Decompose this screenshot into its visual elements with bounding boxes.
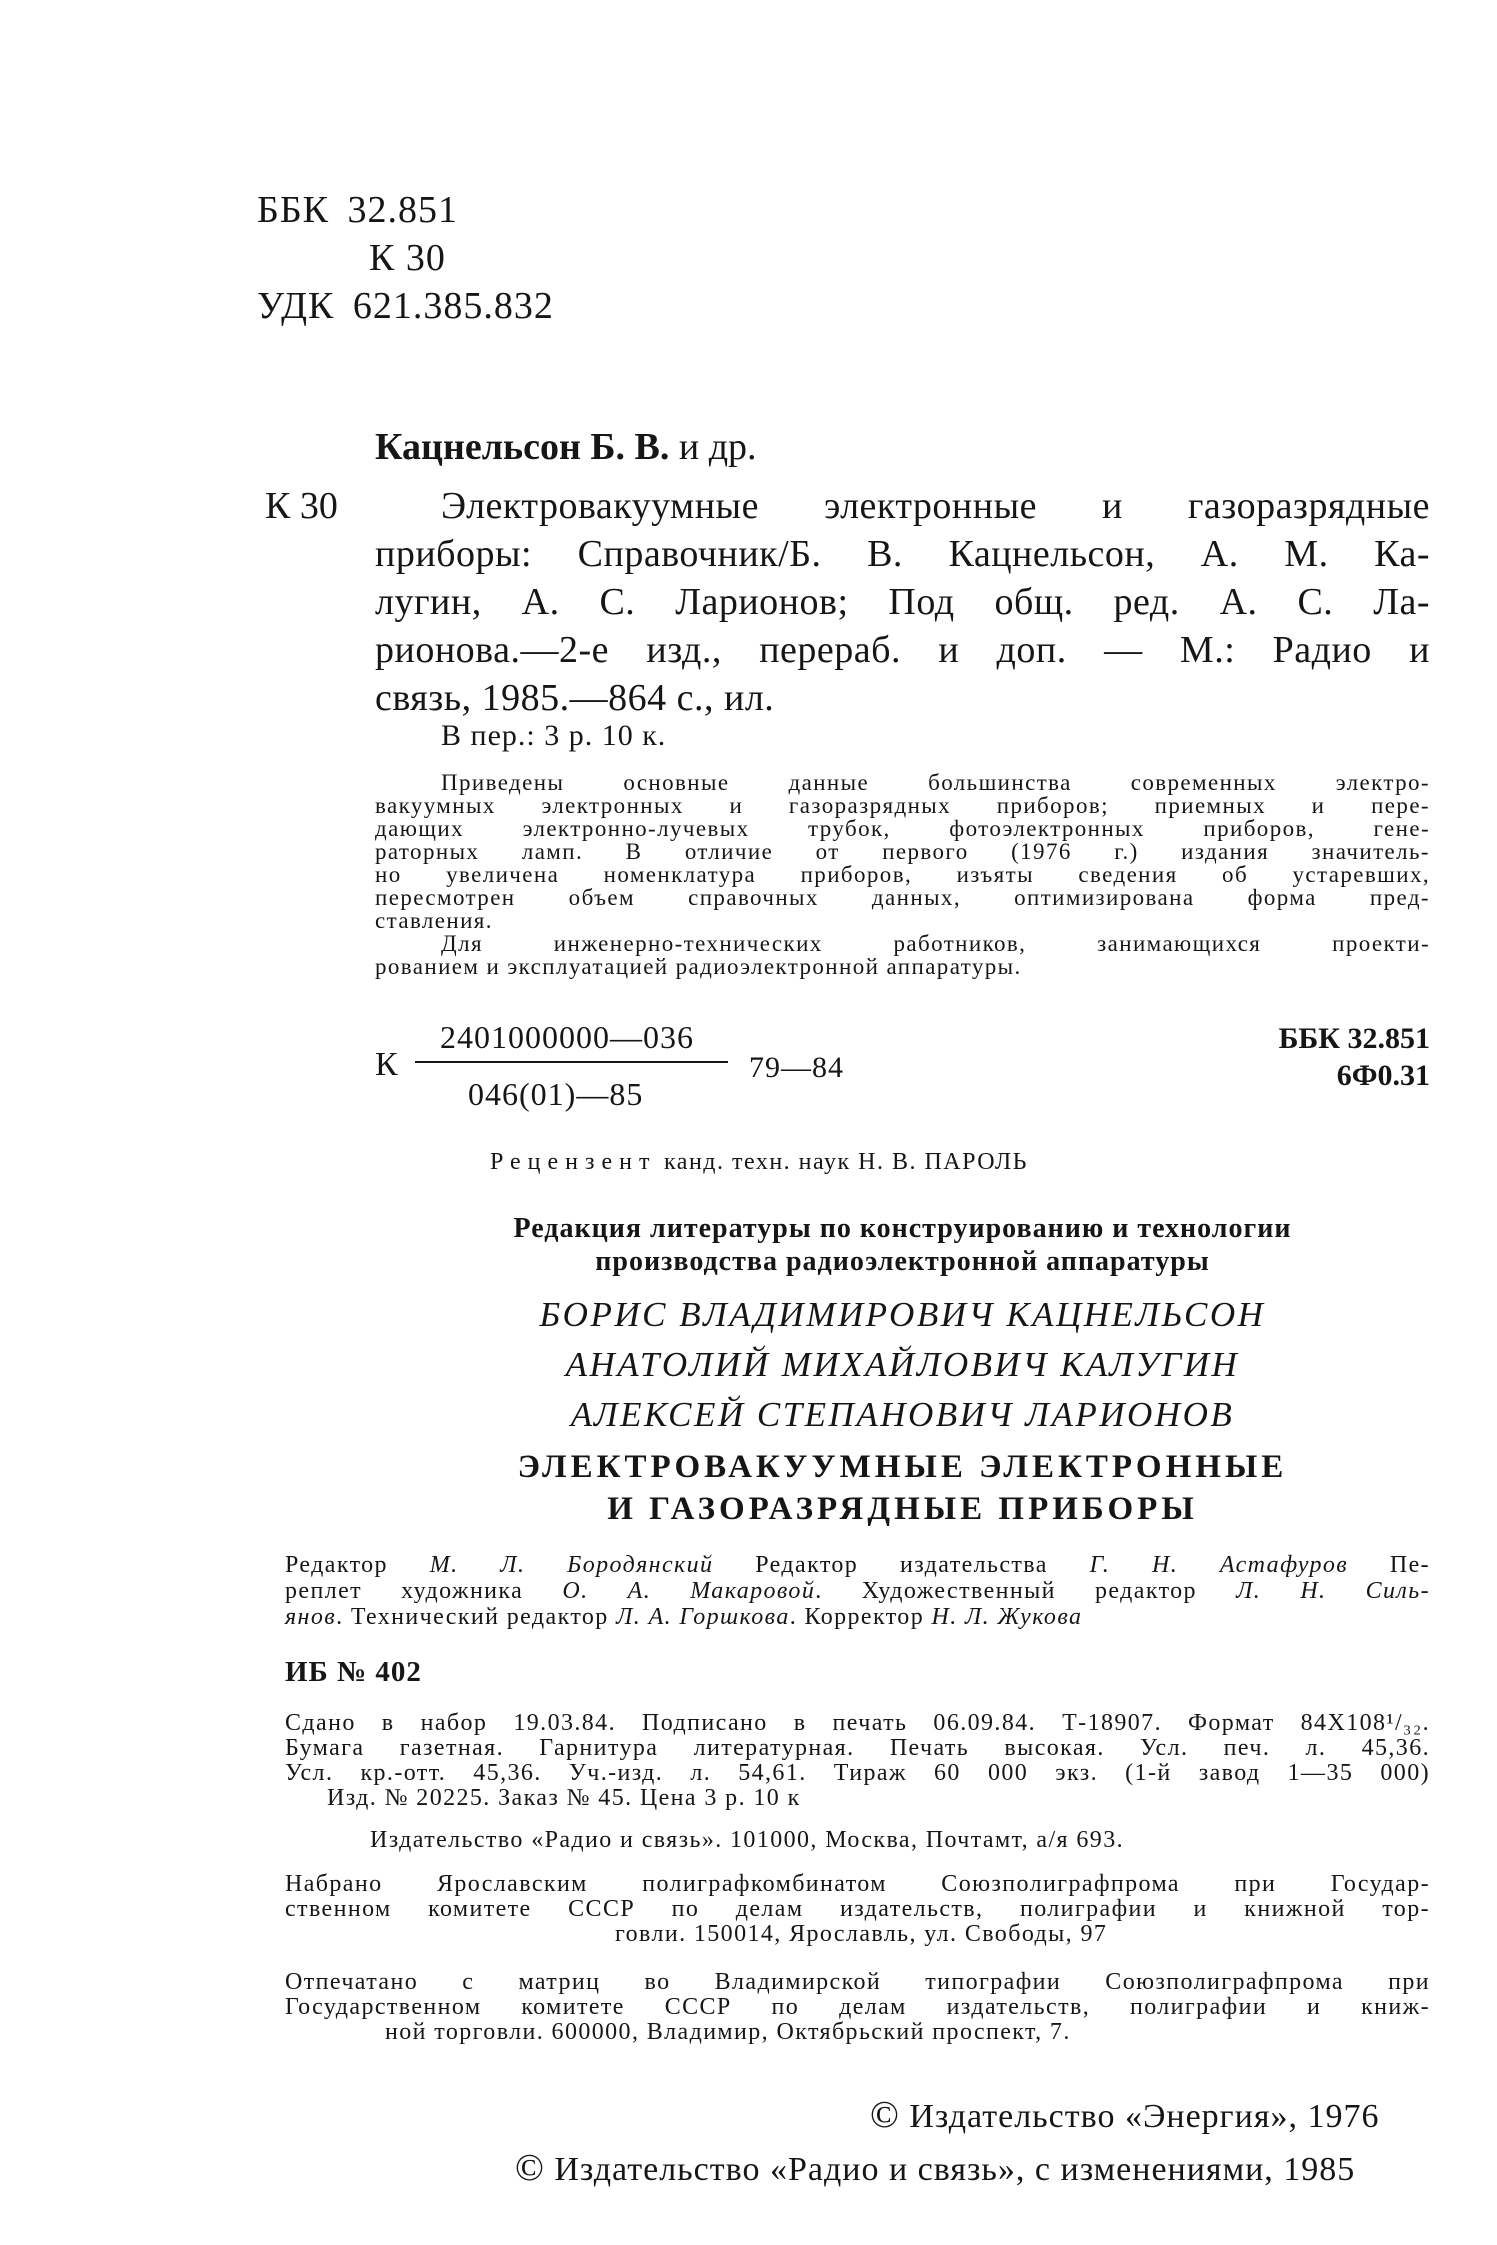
audience-line: рованием и эксплуатацией радиоэлектронной аппаратуры. — [375, 954, 1022, 979]
annotation-line: вакуумных электронных и газоразрядных приборов; приемных и пере- — [375, 793, 1430, 818]
annotation-line: Приведены основные данные большинства современных электро- — [441, 770, 1430, 795]
credits-line — [285, 1578, 1430, 1604]
credit-person: янов — [285, 1604, 337, 1630]
reviewer-text: канд. техн. наук Н. В. ПАРОЛЬ — [664, 1149, 1028, 1175]
entry-description — [375, 482, 1430, 722]
author-heading-line — [375, 423, 757, 471]
audience-line: Для инженерно-технических работников, занимающихся проекти- — [441, 931, 1430, 956]
book-title-line: И ГАЗОРАЗРЯДНЫЕ ПРИБОРЫ — [607, 1491, 1198, 1527]
udk-line — [257, 282, 554, 330]
copyright-icon: © — [515, 2147, 545, 2189]
editorial-office-line: Редакция литературы по конструированию и технологии — [513, 1213, 1292, 1244]
author-mark-line — [257, 234, 554, 282]
credit-role: . Корректор — [789, 1604, 932, 1630]
fraction-bar — [415, 1061, 728, 1063]
entry-line: связь, 1985.—864 с., ил. — [375, 677, 775, 719]
credit-person: Г. Н. Астафуров — [1089, 1552, 1349, 1578]
credit-person: Л. Н. Силь- — [1236, 1578, 1430, 1604]
author-heading: Кацнельсон Б. В. — [375, 426, 670, 468]
editorial-office — [375, 1212, 1430, 1278]
printed-by — [285, 1970, 1430, 2045]
typeset-line: Набрано Ярославским полиграфкомбинатом Союзполиграфпрома при Государ- — [285, 1871, 1430, 1897]
annotation-line: пересмотрен объем справочных данных, оптимизирована форма пред- — [375, 885, 1430, 910]
index-bbk — [1170, 1022, 1430, 1056]
classification-block — [257, 186, 554, 330]
index-denominator: 046(01)—85 — [468, 1076, 644, 1112]
author-mark: К 30 — [369, 237, 446, 279]
udk-code: 621.385.832 — [352, 285, 554, 327]
copyright-text: Издательство «Радио и связь», с изменениями, 1985 — [554, 2151, 1356, 2188]
credit-role: Редактор — [285, 1552, 430, 1578]
reviewer-label: Рецензент — [490, 1149, 657, 1175]
bbk-label: ББК — [257, 189, 329, 231]
copyright-text: Издательство «Энергия», 1976 — [909, 2098, 1380, 2135]
typeset-by — [285, 1872, 1430, 1947]
authors-block — [375, 1290, 1430, 1440]
copyright-line — [515, 2147, 1355, 2191]
author-name: БОРИС ВЛАДИМИРОВИЧ КАЦНЕЛЬСОН — [539, 1295, 1266, 1334]
credit-role: Редактор издательства — [713, 1552, 1090, 1578]
author-suffix: и др. — [678, 426, 757, 468]
index-bbk-sub: 6Ф0.31 — [1336, 1059, 1430, 1092]
annotation — [375, 771, 1430, 978]
entry-line: лугин, А. С. Ларионов; Под общ. ред. А. С. Ла- — [375, 581, 1430, 623]
index-bbk-code: 32.851 — [1347, 1022, 1430, 1055]
print-info-line: Изд. № 20225. Заказ № 45. Цена 3 р. 10 к — [327, 1785, 801, 1811]
copyright-icon: © — [870, 2094, 900, 2136]
print-info-line: Усл. кр.-отт. 45,36. Уч.-изд. л. 54,61. Тираж 60 000 экз. (1-й завод 1—35 000) — [285, 1760, 1430, 1786]
publisher-address: Издательство «Радио и связь». 101000, Москва, Почтамт, а/я 693. — [370, 1827, 1124, 1853]
credit-role: реплет художника — [285, 1578, 563, 1604]
credit-person: Н. Л. Жукова — [931, 1604, 1083, 1630]
index-letter: К — [375, 1046, 398, 1083]
index-suffix: 79—84 — [749, 1051, 844, 1084]
bbk-code: 32.851 — [347, 189, 458, 231]
printed-line: ной торговли. 600000, Владимир, Октябрьский проспект, 7. — [385, 2019, 1071, 2045]
entry-line: Электровакуумные электронные и газоразрядные — [441, 485, 1430, 527]
entry-line: приборы: Справочник/Б. В. Кацнельсон, А. М. Ка- — [375, 533, 1430, 575]
credit-person: О. А. Макаровой — [562, 1578, 816, 1604]
annotation-line: ставления. — [375, 908, 493, 933]
entry-line: рионова.—2-е изд., перераб. и доп. — М.: Радио и — [375, 629, 1430, 671]
print-info-line: Бумага газетная. Гарнитура литературная. Печать высокая. Усл. печ. л. 45,36. — [285, 1735, 1430, 1761]
credits — [285, 1552, 1430, 1630]
typeset-line: ственном комитете СССР по делам издательств, полиграфии и книжной тор- — [285, 1896, 1430, 1922]
print-info — [285, 1711, 1430, 1811]
credit-person: М. Л. Бородянский — [429, 1552, 714, 1578]
printed-line: Государственном комитете СССР по делам издательств, полиграфии и книж- — [285, 1994, 1430, 2020]
book-title — [375, 1446, 1430, 1530]
copyright-line — [870, 2094, 1379, 2138]
typeset-line: говли. 150014, Ярославль, ул. Свободы, 97 — [615, 1921, 1108, 1947]
credits-line — [285, 1552, 1430, 1578]
author-name: АЛЕКСЕЙ СТЕПАНОВИЧ ЛАРИОНОВ — [570, 1395, 1235, 1434]
index-numerator: 2401000000—036 — [440, 1019, 694, 1055]
price: В пер.: 3 р. 10 к. — [441, 719, 667, 752]
author-name: АНАТОЛИЙ МИХАЙЛОВИЧ КАЛУГИН — [565, 1345, 1240, 1384]
annotation-line: но увеличена номенклатура приборов, изъяты сведения об устаревших, — [375, 862, 1430, 887]
reviewer-line — [490, 1147, 1028, 1177]
editorial-office-line: производства радиоэлектронной аппаратуры — [595, 1246, 1210, 1277]
ib-number: ИБ № 402 — [285, 1656, 422, 1688]
credit-person: Л. А. Горшкова — [616, 1604, 790, 1630]
bbk-line — [257, 186, 554, 234]
entry-mark: К 30 — [265, 485, 338, 527]
index-bbk-label: ББК — [1278, 1022, 1340, 1055]
udk-label: УДК — [257, 285, 335, 327]
annotation-line: дающих электронно-лучевых трубок, фотоэлектронных приборов, гене- — [375, 816, 1430, 841]
credits-line — [285, 1604, 1430, 1630]
annotation-line: раторных ламп. В отличие от первого (1976 г.) издания значитель- — [375, 839, 1430, 864]
book-title-line: ЭЛЕКТРОВАКУУМНЫЕ ЭЛЕКТРОННЫЕ — [517, 1449, 1288, 1485]
credit-role: Пе- — [1348, 1552, 1431, 1578]
credit-role: . Художественный редактор — [815, 1578, 1237, 1604]
credit-role: . Технический редактор — [336, 1604, 617, 1630]
printed-line: Отпечатано с матриц во Владимирской типографии Союзполиграфпрома при — [285, 1969, 1430, 1995]
print-info-line: Сдано в набор 19.03.84. Подписано в печать 06.09.84. Т-18907. Формат 84Х108¹/₃₂. — [285, 1710, 1430, 1736]
